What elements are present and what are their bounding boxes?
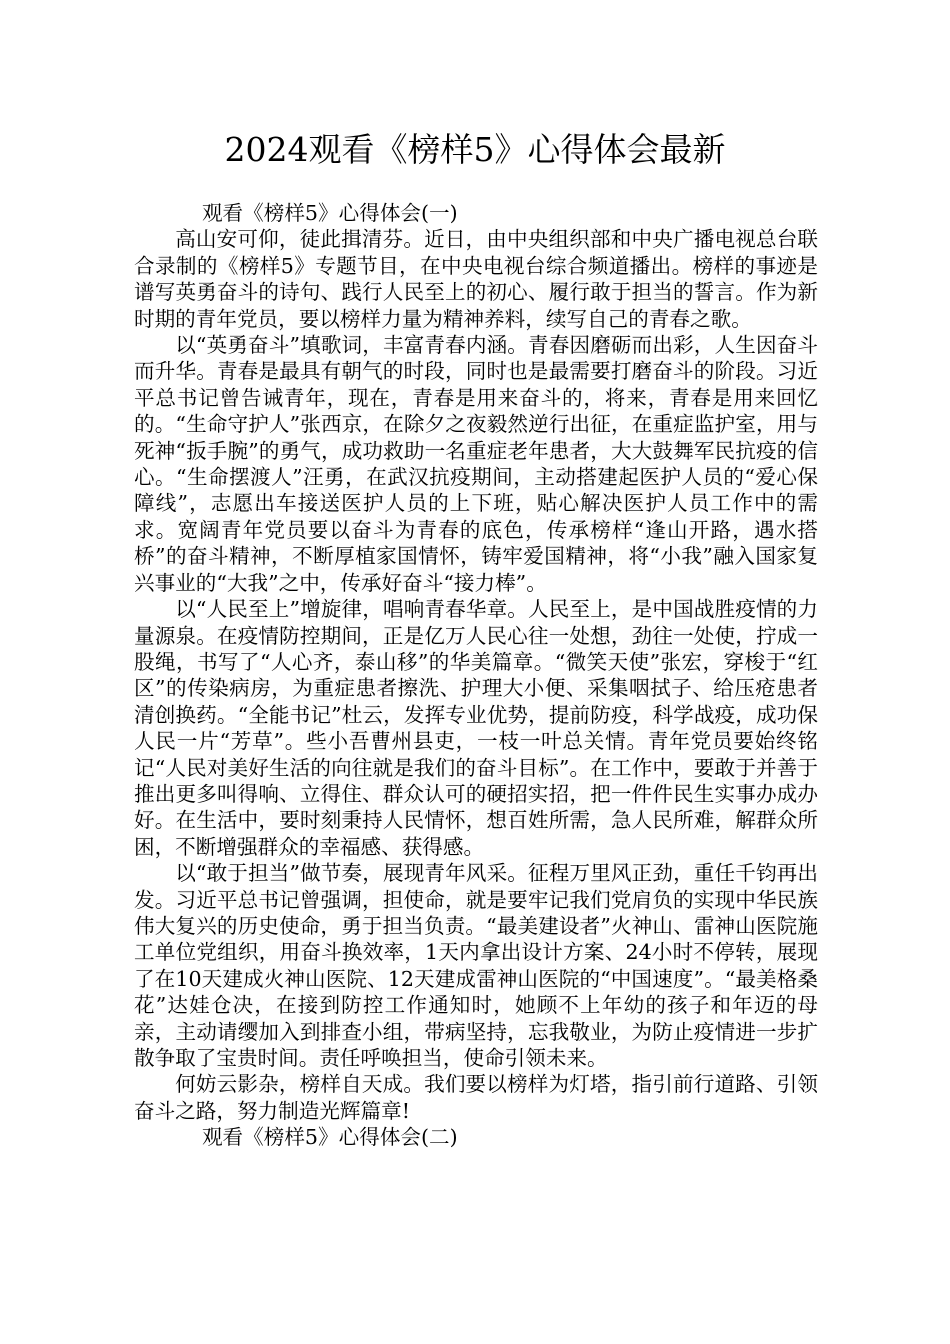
document-title: 2024观看《榜样5》心得体会最新 [224,130,726,169]
paragraph-struggle: 以“英勇奋斗”填歌词，丰富青春内涵。青春因磨砺而出彩，人生因奋斗而升华。青春是最具有朝气的时段，同时也是最需要打磨奋斗的阶段。习近平总书记曾告诫青年，现在，青春是用来奋斗的，将来，青春是用来回忆的。“生命守护人”张西京，在除夕之夜毅然逆行出征，在重症监护室，用与死神“扳手腕”的勇气，成功救助一名重症老年患者，大大鼓舞军民抗疫的信心。“生命摆渡人”汪勇，在武汉抗疫期间，主动搭建起医护人员的“爱心保障线”，志愿出车接送医护人员的上下班，贴心解决医护人员工作中的需求。宽阔青年党员要以奋斗为青春的底色，传承榜样“逢山开路，遇水搭桥”的奋斗精神，不断厚植家国情怀，铸牢爱国精神，将“小我”融入国家复兴事业的“大我”之中，传承好奋斗“接力棒”。 [134,333,818,595]
paragraph-intro: 高山安可仰，徒此揖清芬。近日，由中央组织部和中央广播电视总台联合录制的《榜样5》专题节目，在中央电视台综合频道播出。榜样的事迹是谱写英勇奋斗的诗句、践行人民至上的初心、履行敢于担当的誓言。作为新时期的青年党员，要以榜样力量为精神养料，续写自己的青春之歌。 [134,227,818,331]
paragraph-responsibility: 以“敢于担当”做节奏，展现青年风采。征程万里风正劲，重任千钧再出发。习近平总书记曾强调，担使命，就是要牢记我们党肩负的实现中华民族伟大复兴的历史使命，勇于担当负责。“最美建设者”火神山、雷神山医院施工单位党组织，用奋斗换效率，1天内拿出设计方案、24小时不停转，展现了在10天建成火神山医院、12天建成雷神山医院的“中国速度”。“最美格桑花”达娃仓决，在接到防控工作通知时，她顾不上年幼的孩子和年迈的母亲，主动请缨加入到排查小组，带病坚持，忘我敬业，为防止疫情进一步扩散争取了宝贵时间。责任呼唤担当，使命引领未来。 [134,861,818,1070]
section-heading-2: 观看《榜样5》心得体会(二) [201,1125,458,1150]
document-body [134,200,818,1151]
section-heading-1: 观看《榜样5》心得体会(一) [201,201,458,225]
paragraph-conclusion: 何妨云影杂，榜样自天成。我们要以榜样为灯塔，指引前行道路、引领奋斗之路，努力制造光辉篇章! [134,1072,818,1123]
paragraph-people: 以“人民至上”增旋律，唱响青春华章。人民至上，是中国战胜疫情的力量源泉。在疫情防控期间，正是亿万人民心往一处想，劲往一处使，拧成一股绳，书写了“人心齐，泰山移”的华美篇章。“微笑天使”张宏，穿梭于“红区”的传染病房，为重症患者擦洗、护理大小便、采集咽拭子、给压疮患者清创换药。“全能书记”杜云，发挥专业优势，提前防疫，科学战疫，成功保人民一片“芳草”。些小吾曹州县吏，一枝一叶总关情。青年党员要始终铭记“人民对美好生活的向往就是我们的奋斗目标”。在工作中，要敢于并善于推出更多叫得响、立得住、群众认可的硬招实招，把一件件民生实事办成办好。在生活中，要时刻秉持人民情怀，想百姓所需，急人民所难，解群众所困，不断增强群众的幸福感、获得感。 [134,597,818,859]
